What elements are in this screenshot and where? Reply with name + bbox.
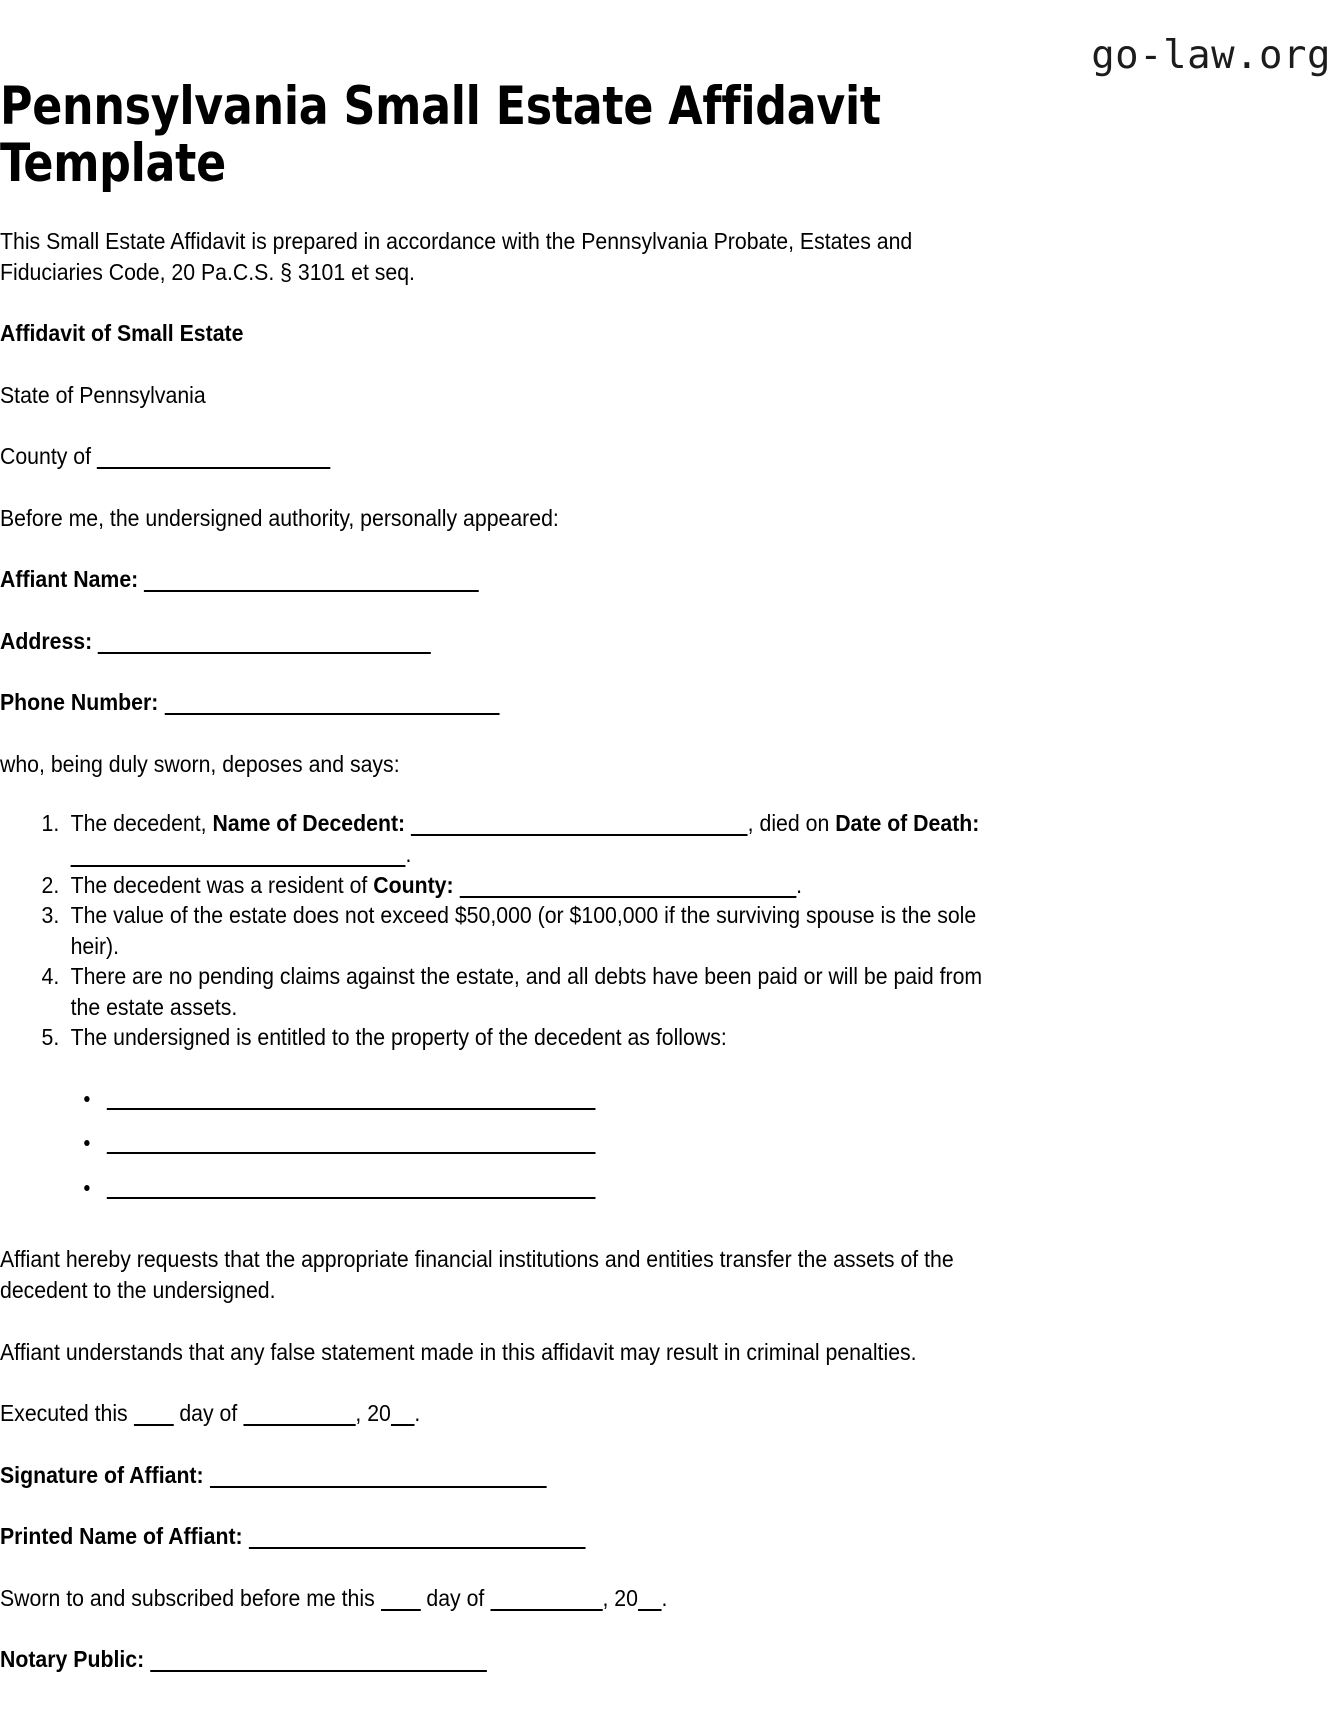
date-of-death-label: Date of Death:	[835, 810, 980, 837]
claim1-mid: , died on	[747, 810, 836, 837]
sworn-mid: day of	[420, 1584, 491, 1611]
decedent-name-blank[interactable]	[411, 834, 748, 836]
spacer	[0, 656, 986, 687]
phone-label: Phone Number:	[0, 689, 159, 716]
notary-blank[interactable]	[150, 1670, 487, 1672]
spacer	[0, 533, 986, 564]
request-paragraph: Affiant hereby requests that the appropriate financial institutions and entities transfer the assets of the decedent to the undersigned.	[0, 1246, 954, 1304]
county-label: County of	[0, 443, 97, 470]
document-body	[0, 226, 1090, 1675]
list-item: 4. There are no pending claims against the estate, and all debts have been paid or will be paid from the estate assets.	[65, 961, 986, 1022]
asset-blank-2[interactable]	[107, 1152, 596, 1154]
executed-prefix: Executed this	[0, 1400, 134, 1427]
spacer	[0, 1552, 986, 1583]
state-line: State of Pennsylvania	[0, 381, 206, 408]
affiant-name-blank[interactable]	[144, 590, 479, 592]
spacer	[0, 1306, 986, 1337]
spacer	[0, 349, 986, 380]
claim1-prefix: The decedent,	[70, 810, 213, 837]
executed-year-blank[interactable]	[391, 1424, 415, 1426]
spacer	[0, 472, 986, 503]
phone-field	[0, 687, 986, 718]
name-of-decedent-label: Name of Decedent:	[212, 810, 406, 837]
address-blank[interactable]	[98, 652, 431, 654]
spacer	[0, 287, 986, 318]
executed-month-blank[interactable]	[243, 1424, 355, 1426]
executed-day-blank[interactable]	[134, 1424, 174, 1426]
section-heading-text: Affidavit of Small Estate	[0, 320, 244, 347]
sworn-line	[0, 1583, 986, 1614]
list-item	[101, 1126, 986, 1157]
printed-name-label: Printed Name of Affiant:	[0, 1523, 243, 1550]
spacer	[0, 1490, 986, 1521]
spacer	[0, 1613, 986, 1644]
deposes-line: who, being duly sworn, deposes and says:	[0, 750, 400, 777]
notary-field	[0, 1644, 986, 1675]
asset-blank-3[interactable]	[107, 1197, 596, 1199]
executed-suffix: .	[414, 1400, 421, 1427]
spacer	[0, 779, 986, 808]
sworn-month-blank[interactable]	[490, 1609, 602, 1611]
executed-line	[0, 1398, 986, 1429]
date-of-death-blank[interactable]	[71, 865, 406, 867]
asset-blank-1[interactable]	[107, 1108, 596, 1110]
sworn-prefix: Sworn to and subscribed before me this	[0, 1584, 381, 1611]
affiant-name-label: Affiant Name:	[0, 566, 139, 593]
county-blank[interactable]	[97, 467, 330, 469]
spacer	[0, 1367, 986, 1398]
signature-field	[0, 1460, 986, 1491]
page-title: Pennsylvania Small Estate Affidavit Template	[0, 76, 881, 195]
list-item	[65, 808, 986, 869]
list-item	[101, 1082, 986, 1113]
spacer	[0, 1053, 986, 1082]
county-field-label: County:	[373, 871, 454, 898]
spacer	[0, 410, 986, 441]
sworn-day-blank[interactable]	[381, 1609, 421, 1611]
list-item	[65, 870, 986, 901]
spacer	[0, 1429, 986, 1460]
assets-list	[0, 1082, 986, 1202]
list-item	[101, 1171, 986, 1202]
claim2-suffix: .	[796, 871, 803, 898]
site-logo: go-law.org	[1091, 33, 1331, 78]
signature-blank[interactable]	[210, 1486, 547, 1488]
appearance-line: Before me, the undersigned authority, personally appeared:	[0, 504, 559, 531]
phone-blank[interactable]	[164, 713, 499, 715]
sworn-suffix: .	[661, 1584, 668, 1611]
executed-mid: day of	[173, 1400, 244, 1427]
address-field	[0, 626, 986, 657]
sworn-year-prefix: , 20	[602, 1584, 638, 1611]
printed-name-field	[0, 1521, 986, 1552]
spacer	[0, 1215, 986, 1244]
address-label: Address:	[0, 627, 93, 654]
claim2-prefix: The decedent was a resident of	[70, 871, 374, 898]
executed-year-prefix: , 20	[355, 1400, 391, 1427]
printed-name-blank[interactable]	[249, 1547, 586, 1549]
signature-label: Signature of Affiant:	[0, 1461, 204, 1488]
county-line	[0, 441, 986, 472]
spacer	[0, 718, 986, 749]
section-heading	[0, 318, 986, 349]
list-item: 3. The value of the estate does not exceed $50,000 (or $100,000 if the surviving spouse is the sole heir).	[65, 900, 986, 961]
notary-label: Notary Public:	[0, 1646, 145, 1673]
claims-list	[0, 808, 986, 1052]
resident-county-blank[interactable]	[459, 896, 796, 898]
spacer	[0, 595, 986, 626]
affiant-name-field	[0, 564, 986, 595]
penalties-paragraph: Affiant understands that any false statement made in this affidavit may result in criminal penalties.	[0, 1338, 917, 1365]
sworn-year-blank[interactable]	[638, 1609, 662, 1611]
list-item: 5. The undersigned is entitled to the property of the decedent as follows:	[65, 1022, 986, 1053]
claim1-suffix: .	[405, 841, 412, 868]
intro-paragraph: This Small Estate Affidavit is prepared in accordance with the Pennsylvania Probate, Estates and Fiduciaries Code, 20 Pa.C.S. § 3101 et seq.	[0, 228, 913, 285]
